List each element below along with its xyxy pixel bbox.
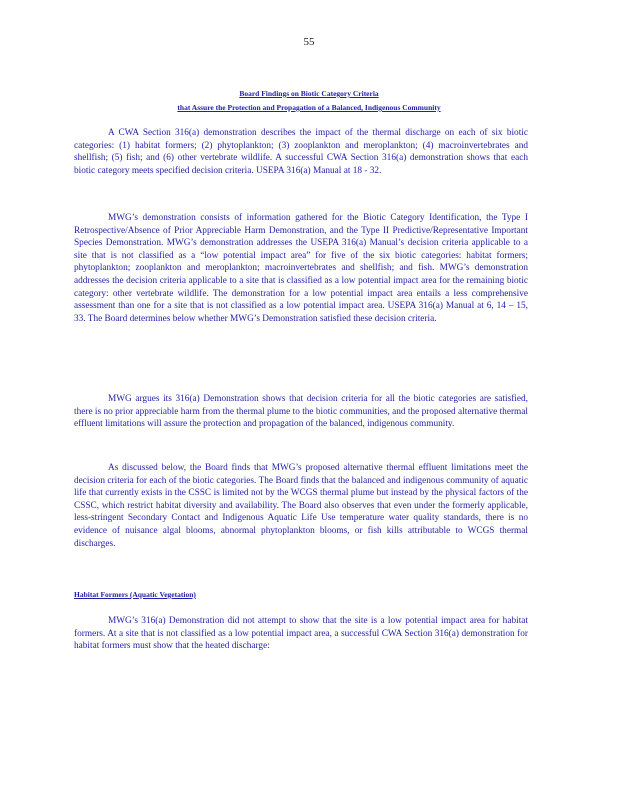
paragraph-mwg-demonstration: MWG’s demonstration consists of information gathered for the Biotic Category Identification, the Type I Retrospective/Absence of Prior Appreciable Harm Demonstration, and the Type II Predictive/Representative Important Species Demonstration. MWG’s demonstration addresses the USEPA 316(a) Manual’s decision criteria applicable to a site that is not classified as a “low potential impact area” for five of the six biotic categories: habitat formers; phytoplankton; zooplankton and meroplankton; macroinvertebrates and shellfish; and fish. MWG’s demonstration addresses the decision criteria applicable to a site that is classified as a low potential impact area for the remaining biotic category: other vertebrate wildlife. The demonstration for a low potential impact area entails a less comprehensive assessment than one for a site that is not classified as a low potential impact area. USEPA 316(a) Manual at 6, 14 – 15, 33. The Board determines below whether MWG’s Demonstration satisfied these decision criteria. [74,213,528,324]
paragraph-board-findings: As discussed below, the Board finds that MWG’s proposed alternative thermal effluent limitations meet the decision criteria for each of the biotic categories. The Board finds that the balanced and indigenous community of aquatic life that currently exists in the CSSC is limited not by the WCGS thermal plume but instead by the physical factors of the CSSC, which restrict habitat diversity and availability. The Board also observes that even under the formerly applicable, less-stringent Secondary Contact and Indigenous Aquatic Life Use temperature water quality standards, there is no evidence of nuisance algal blooms, abnormal phytoplankton blooms, or fish kills attributable to WCGS thermal discharges. [74,463,528,549]
subheading-habitat-formers: Habitat Formers (Aquatic Vegetation) [74,590,196,599]
section-heading-line-1: Board Findings on Biotic Category Criteria [239,89,379,98]
paragraph-mwg-argues: MWG argues its 316(a) Demonstration shows that decision criteria for all the biotic categories are satisfied, there is no prior appreciable harm from the thermal plume to the biotic communities, and the proposed alternative thermal effluent limitations will assure the protection and propagation of the balanced, indigenous community. [74,394,528,430]
paragraph-biotic-categories: A CWA Section 316(a) demonstration describes the impact of the thermal discharge on each of six biotic categories: (1) habitat formers; (2) phytoplankton; (3) zooplankton and meroplankton; (4) macroinvertebrates and shellfish; (5) fish; and (6) other vertebrate wildlife. A successful CWA Section 316(a) demonstration shows that each biotic category meets specified decision criteria. USEPA 316(a) Manual at 18 - 32. [74,128,528,176]
paragraph-habitat-formers: MWG’s 316(a) Demonstration did not attempt to show that the site is a low potential impact area for habitat formers. At a site that is not classified as a low potential impact area, a successful CWA Section 316(a) demonstration for habitat formers must show that the heated discharge: [74,616,528,652]
page-number: 55 [303,36,315,48]
section-heading-line-2: that Assure the Protection and Propagation of a Balanced, Indigenous Community [177,103,441,112]
